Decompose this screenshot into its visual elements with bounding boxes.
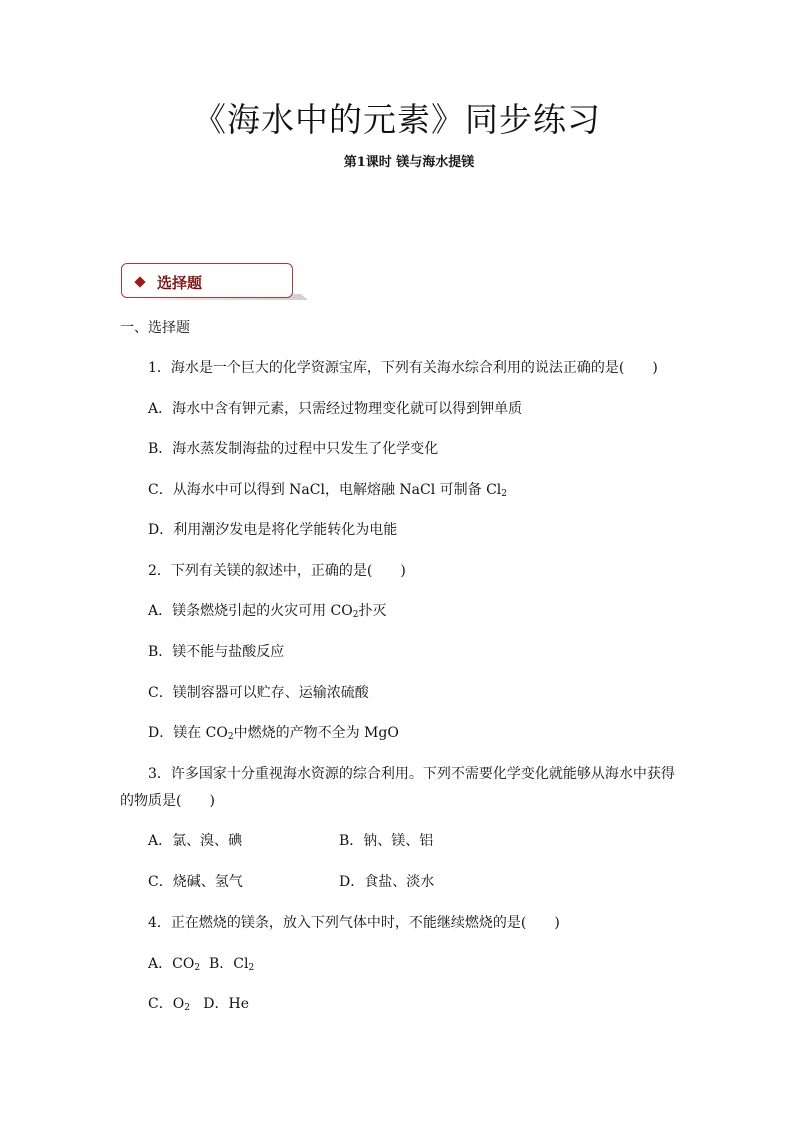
- subscript: 2: [352, 610, 359, 620]
- question-2-stem: 2．下列有关镁的叙述中，正确的是( ): [148, 563, 406, 579]
- page-title: 《海水中的元素》同步练习: [193, 100, 601, 139]
- question-2-option-b: B．镁不能与盐酸反应: [148, 644, 285, 660]
- question-4-option-a: A．CO: [148, 956, 195, 972]
- subscript: 2: [194, 963, 201, 973]
- question-1-stem: 1．海水是一个巨大的化学资源宝库，下列有关海水综合利用的说法正确的是( ): [148, 360, 658, 376]
- question-1-option-a: A．海水中含有钾元素，只需经过物理变化就可以得到钾单质: [148, 401, 523, 417]
- question-3-option-c: C．烧碱、氢气: [148, 874, 243, 890]
- option-text-tail: 中燃烧的产物不全为 MgO: [233, 725, 399, 741]
- page-subtitle: 第1课时 镁与海水提镁: [343, 155, 475, 170]
- question-4-stem: 4．正在燃烧的镁条，放入下列气体中时，不能继续燃烧的是( ): [148, 915, 560, 931]
- question-4-options-row-1: [148, 954, 254, 978]
- question-2-option-d: [148, 723, 399, 747]
- question-3-stem-line-2: 的物质是( ): [120, 793, 215, 809]
- question-4-option-d: D．He: [203, 996, 250, 1012]
- subscript: 2: [248, 963, 255, 973]
- subscript: 2: [501, 489, 508, 499]
- question-3-option-d: D．食盐、淡水: [339, 874, 435, 890]
- question-1-option-b: B．海水蒸发制海盐的过程中只发生了化学变化: [148, 441, 439, 457]
- subscript: 2: [184, 1003, 190, 1013]
- question-3-stem-line-1: 3．许多国家十分重视海水资源的综合利用。下列不需要化学变化就能够从海水中获得: [148, 766, 675, 782]
- question-3-option-b: B．钠、镁、铝: [339, 833, 434, 849]
- option-text: D．镁在 CO: [148, 725, 228, 741]
- subscript: 2: [227, 732, 234, 742]
- question-4-option-c: C．O: [148, 996, 185, 1012]
- section-box: [121, 263, 293, 298]
- question-2-option-c: C．镁制容器可以贮存、运输浓硫酸: [148, 685, 369, 701]
- question-4-options-row-2: [148, 994, 249, 1018]
- question-3-option-a: A．氯、溴、碘: [148, 833, 243, 849]
- section-label: 选择题: [157, 274, 203, 292]
- option-text: C．从海水中可以得到 NaCl，电解熔融 NaCl 可制备 Cl: [148, 482, 502, 498]
- question-2-option-a: [148, 601, 386, 625]
- option-text-tail: 扑灭: [358, 603, 387, 619]
- question-1-option-d: D．利用潮汐发电是将化学能转化为电能: [148, 522, 398, 538]
- option-text: A．镁条燃烧引起的火灾可用 CO: [148, 603, 353, 619]
- question-1-option-c: [148, 480, 507, 504]
- part-heading: 一、选择题: [120, 320, 190, 336]
- question-4-option-b: B．Cl: [208, 956, 249, 972]
